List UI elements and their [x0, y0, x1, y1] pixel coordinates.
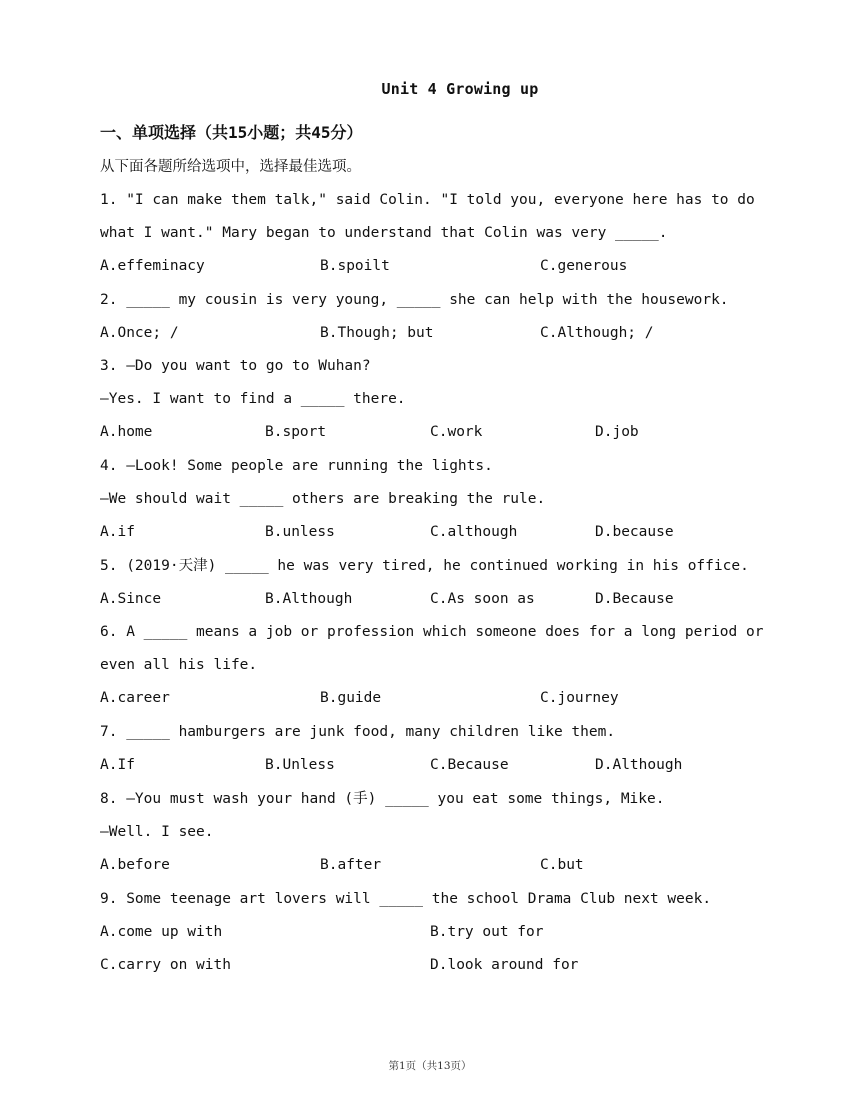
- option-b: B.unless: [265, 524, 335, 540]
- option-d: D.job: [595, 424, 639, 440]
- option-a: A.before: [100, 857, 170, 873]
- option-b: B.spoilt: [320, 258, 390, 274]
- option-b: B.Though; but: [320, 325, 434, 341]
- question-1-options: [100, 255, 760, 277]
- option-b: B.sport: [265, 424, 327, 440]
- question-1-line-2: what I want." Mary began to understand that Colin was very _____.: [100, 225, 668, 241]
- option-a: A.career: [100, 690, 170, 706]
- option-b: B.after: [320, 857, 382, 873]
- option-a: A.come up with: [100, 924, 223, 940]
- question-1-line-1: 1. "I can make them talk," said Colin. "I told you, everyone here has to do: [100, 192, 755, 208]
- question-4-line-2: —We should wait _____ others are breaking the rule.: [100, 491, 546, 507]
- question-8-options: [100, 854, 760, 876]
- option-a: A.home: [100, 424, 153, 440]
- question-3-options: [100, 421, 760, 443]
- option-b: B.guide: [320, 690, 382, 706]
- question-6-line-2: even all his life.: [100, 657, 258, 673]
- option-b: B.Unless: [265, 757, 335, 773]
- question-3-line-2: —Yes. I want to find a _____ there.: [100, 391, 406, 407]
- question-4-options: [100, 521, 760, 543]
- option-c: C.As soon as: [430, 591, 535, 607]
- question-4-line-1: 4. —Look! Some people are running the lights.: [100, 458, 493, 474]
- option-a: A.Since: [100, 591, 162, 607]
- option-d: D.Although: [595, 757, 683, 773]
- question-7-options: [100, 754, 760, 776]
- option-a: A.if: [100, 524, 135, 540]
- question-2-options: [100, 322, 760, 344]
- option-c: C.work: [430, 424, 483, 440]
- option-c: C.journey: [540, 690, 619, 706]
- instruction-text: 从下面各题所给选项中，选择最佳选项。: [100, 159, 361, 175]
- page-title: Unit 4 Growing up: [381, 80, 539, 98]
- option-d: D.because: [595, 524, 674, 540]
- option-c: C.generous: [540, 258, 628, 274]
- question-3-line-1: 3. —Do you want to go to Wuhan?: [100, 358, 371, 374]
- option-a: A.If: [100, 757, 135, 773]
- option-a: A.effeminacy: [100, 258, 205, 274]
- option-d: D.look around for: [430, 957, 579, 973]
- option-b: B.Although: [265, 591, 353, 607]
- question-8-line-2: —Well. I see.: [100, 824, 214, 840]
- option-a: A.Once; /: [100, 325, 179, 341]
- option-c: C.but: [540, 857, 584, 873]
- question-6-options: [100, 687, 760, 709]
- question-9-options-row-2: [100, 954, 760, 976]
- option-c: C.Because: [430, 757, 509, 773]
- option-c: C.although: [430, 524, 518, 540]
- page-footer: 第1页（共13页）: [388, 1060, 472, 1072]
- option-c: C.Although; /: [540, 325, 654, 341]
- question-5-line-1: 5. (2019·天津) _____ he was very tired, he continued working in his office.: [100, 558, 749, 574]
- question-9-options-row-1: [100, 921, 760, 943]
- question-5-options: [100, 588, 760, 610]
- option-c: C.carry on with: [100, 957, 231, 973]
- question-2-line-1: 2. _____ my cousin is very young, _____ she can help with the housework.: [100, 292, 729, 308]
- section-header: 一、单项选择（共15小题；共45分）: [100, 123, 363, 142]
- option-d: D.Because: [595, 591, 674, 607]
- question-8-line-1: 8. —You must wash your hand (手) _____ you eat some things, Mike.: [100, 791, 665, 807]
- question-6-line-1: 6. A _____ means a job or profession which someone does for a long period or: [100, 624, 764, 640]
- question-9-line-1: 9. Some teenage art lovers will _____ the school Drama Club next week.: [100, 891, 712, 907]
- question-7-line-1: 7. _____ hamburgers are junk food, many children like them.: [100, 724, 616, 740]
- option-b: B.try out for: [430, 924, 544, 940]
